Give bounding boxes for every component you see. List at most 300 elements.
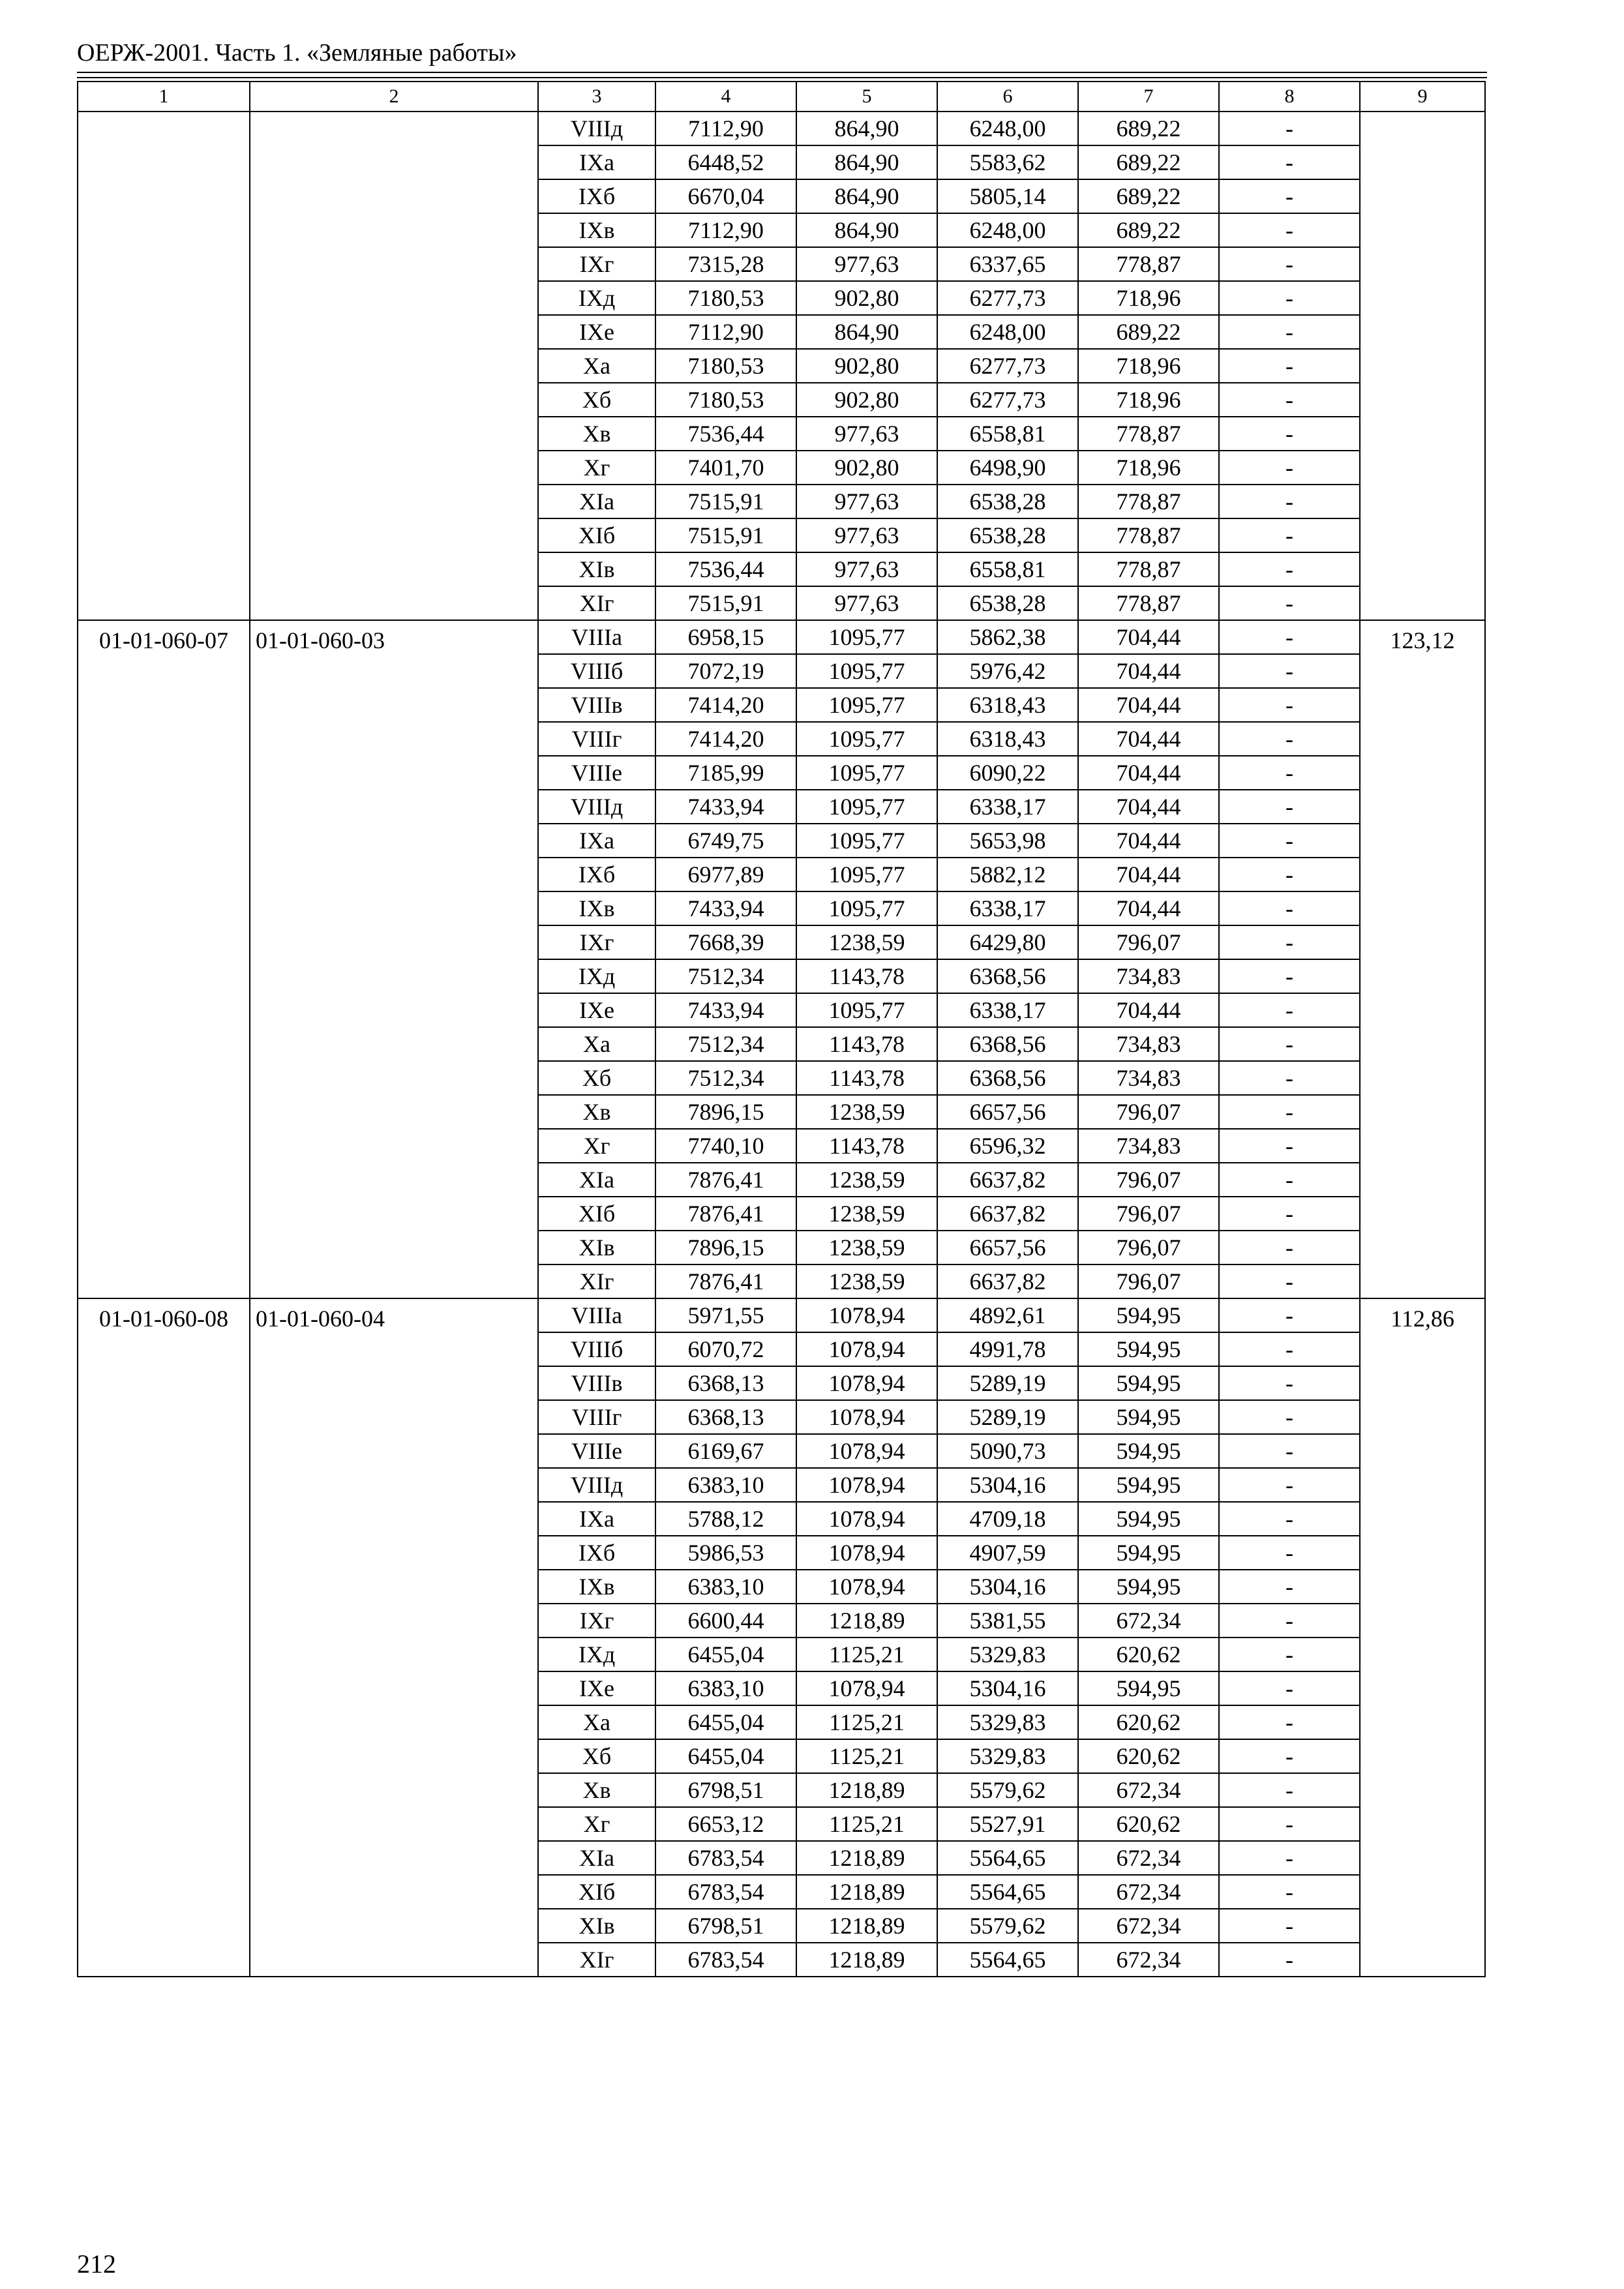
value-col5-cell: 1238,59	[796, 1197, 937, 1231]
category-cell: Xг	[538, 451, 655, 485]
value-col6-cell: 6368,56	[937, 1061, 1078, 1095]
value-col6-cell: 6277,73	[937, 349, 1078, 383]
category-cell: Xг	[538, 1129, 655, 1163]
value-col7-cell: 594,95	[1078, 1671, 1219, 1705]
value-col8-cell: -	[1219, 1027, 1360, 1061]
value-col7-cell: 704,44	[1078, 756, 1219, 790]
category-cell: Xа	[538, 1027, 655, 1061]
category-cell: XIа	[538, 1163, 655, 1197]
value-col4-cell: 7512,34	[655, 1061, 796, 1095]
value-col6-cell: 6337,65	[937, 247, 1078, 281]
value-col6-cell: 6637,82	[937, 1197, 1078, 1231]
value-col8-cell: -	[1219, 1264, 1360, 1298]
value-col6-cell: 6090,22	[937, 756, 1078, 790]
value-col4-cell: 7740,10	[655, 1129, 796, 1163]
value-col6-cell: 5564,65	[937, 1943, 1078, 1977]
value-col7-cell: 778,87	[1078, 485, 1219, 518]
value-col5-cell: 1095,77	[796, 858, 937, 891]
value-col7-cell: 796,07	[1078, 1197, 1219, 1231]
value-col8-cell: -	[1219, 1536, 1360, 1570]
value-col6-cell: 5564,65	[937, 1875, 1078, 1909]
value-col8-cell: -	[1219, 1197, 1360, 1231]
value-col7-cell: 704,44	[1078, 722, 1219, 756]
column-number-row	[78, 82, 1485, 112]
value-col8-cell: -	[1219, 993, 1360, 1027]
value-col7-cell: 594,95	[1078, 1366, 1219, 1400]
category-cell: VIIIд	[538, 1468, 655, 1502]
value-col4-cell: 6455,04	[655, 1705, 796, 1739]
value-col5-cell: 864,90	[796, 112, 937, 145]
value-col5-cell: 1125,21	[796, 1807, 937, 1841]
value-col6-cell: 5329,83	[937, 1739, 1078, 1773]
value-col5-cell: 1078,94	[796, 1366, 937, 1400]
value-col4-cell: 7896,15	[655, 1231, 796, 1264]
value-col4-cell: 5788,12	[655, 1502, 796, 1536]
value-col6-cell: 6558,81	[937, 417, 1078, 451]
group-value9-cell	[1360, 112, 1485, 620]
value-col6-cell: 4907,59	[937, 1536, 1078, 1570]
value-col8-cell: -	[1219, 1705, 1360, 1739]
column-number-cell: 5	[796, 82, 937, 112]
value-col8-cell: -	[1219, 417, 1360, 451]
value-col8-cell: -	[1219, 1163, 1360, 1197]
value-col8-cell: -	[1219, 1366, 1360, 1400]
value-col5-cell: 1095,77	[796, 620, 937, 654]
value-col7-cell: 704,44	[1078, 790, 1219, 824]
value-col8-cell: -	[1219, 891, 1360, 925]
value-col8-cell: -	[1219, 688, 1360, 722]
value-col5-cell: 902,80	[796, 281, 937, 315]
value-col6-cell: 5653,98	[937, 824, 1078, 858]
value-col4-cell: 6455,04	[655, 1638, 796, 1671]
value-col4-cell: 7536,44	[655, 552, 796, 586]
value-col4-cell: 6455,04	[655, 1739, 796, 1773]
value-col4-cell: 6798,51	[655, 1773, 796, 1807]
category-cell: VIIIг	[538, 1400, 655, 1434]
category-cell: IXв	[538, 213, 655, 247]
value-col4-cell: 7515,91	[655, 485, 796, 518]
value-col4-cell: 7515,91	[655, 518, 796, 552]
value-col5-cell: 1218,89	[796, 1604, 937, 1638]
column-number-cell: 7	[1078, 82, 1219, 112]
value-col7-cell: 672,34	[1078, 1773, 1219, 1807]
group-code-cell	[78, 112, 250, 620]
value-col7-cell: 594,95	[1078, 1400, 1219, 1434]
value-col8-cell: -	[1219, 145, 1360, 179]
value-col7-cell: 796,07	[1078, 1264, 1219, 1298]
value-col6-cell: 5329,83	[937, 1638, 1078, 1671]
value-col7-cell: 672,34	[1078, 1875, 1219, 1909]
value-col6-cell: 5579,62	[937, 1909, 1078, 1943]
value-col4-cell: 7876,41	[655, 1163, 796, 1197]
value-col7-cell: 620,62	[1078, 1638, 1219, 1671]
value-col8-cell: -	[1219, 552, 1360, 586]
value-col5-cell: 1238,59	[796, 1095, 937, 1129]
value-col8-cell: -	[1219, 1434, 1360, 1468]
category-cell: IXг	[538, 247, 655, 281]
value-col7-cell: 778,87	[1078, 552, 1219, 586]
value-col6-cell: 6277,73	[937, 281, 1078, 315]
value-col6-cell: 6338,17	[937, 993, 1078, 1027]
value-col7-cell: 704,44	[1078, 688, 1219, 722]
value-col6-cell: 5289,19	[937, 1400, 1078, 1434]
value-col4-cell: 7896,15	[655, 1095, 796, 1129]
value-col7-cell: 689,22	[1078, 112, 1219, 145]
category-cell: IXа	[538, 145, 655, 179]
value-col4-cell: 7072,19	[655, 654, 796, 688]
value-col4-cell: 6368,13	[655, 1366, 796, 1400]
table-row	[78, 1298, 1485, 1332]
value-col5-cell: 1078,94	[796, 1570, 937, 1604]
category-cell: Xб	[538, 383, 655, 417]
value-col8-cell: -	[1219, 858, 1360, 891]
column-number-cell: 3	[538, 82, 655, 112]
value-col8-cell: -	[1219, 383, 1360, 417]
column-number-cell: 9	[1360, 82, 1485, 112]
value-col4-cell: 5986,53	[655, 1536, 796, 1570]
value-col4-cell: 6783,54	[655, 1875, 796, 1909]
category-cell: VIIIв	[538, 1366, 655, 1400]
value-col5-cell: 1078,94	[796, 1434, 937, 1468]
value-col4-cell: 6798,51	[655, 1909, 796, 1943]
value-col6-cell: 6429,80	[937, 925, 1078, 959]
value-col7-cell: 594,95	[1078, 1536, 1219, 1570]
category-cell: VIIIб	[538, 654, 655, 688]
value-col7-cell: 594,95	[1078, 1332, 1219, 1366]
category-cell: Xв	[538, 1095, 655, 1129]
category-cell: Xв	[538, 417, 655, 451]
value-col6-cell: 5304,16	[937, 1671, 1078, 1705]
value-col5-cell: 1125,21	[796, 1705, 937, 1739]
category-cell: VIIIб	[538, 1332, 655, 1366]
value-col5-cell: 1095,77	[796, 824, 937, 858]
value-col5-cell: 1078,94	[796, 1502, 937, 1536]
category-cell: XIа	[538, 485, 655, 518]
value-col4-cell: 7180,53	[655, 383, 796, 417]
value-col7-cell: 704,44	[1078, 654, 1219, 688]
value-col8-cell: -	[1219, 1095, 1360, 1129]
value-col4-cell: 6670,04	[655, 179, 796, 213]
value-col7-cell: 594,95	[1078, 1434, 1219, 1468]
value-col5-cell: 902,80	[796, 383, 937, 417]
category-cell: IXг	[538, 1604, 655, 1638]
value-col8-cell: -	[1219, 518, 1360, 552]
value-col8-cell: -	[1219, 1061, 1360, 1095]
value-col7-cell: 689,22	[1078, 213, 1219, 247]
value-col5-cell: 1095,77	[796, 993, 937, 1027]
category-cell: IXв	[538, 1570, 655, 1604]
value-col6-cell: 6248,00	[937, 315, 1078, 349]
value-col6-cell: 6277,73	[937, 383, 1078, 417]
value-col7-cell: 734,83	[1078, 1061, 1219, 1095]
category-cell: VIIIв	[538, 688, 655, 722]
value-col7-cell: 704,44	[1078, 858, 1219, 891]
category-cell: IXд	[538, 959, 655, 993]
value-col6-cell: 5579,62	[937, 1773, 1078, 1807]
value-col7-cell: 796,07	[1078, 925, 1219, 959]
value-col6-cell: 6657,56	[937, 1231, 1078, 1264]
value-col7-cell: 689,22	[1078, 145, 1219, 179]
value-col5-cell: 864,90	[796, 213, 937, 247]
value-col5-cell: 977,63	[796, 417, 937, 451]
value-col5-cell: 1095,77	[796, 688, 937, 722]
value-col5-cell: 977,63	[796, 586, 937, 620]
value-col8-cell: -	[1219, 1604, 1360, 1638]
value-col5-cell: 1078,94	[796, 1671, 937, 1705]
value-col4-cell: 7315,28	[655, 247, 796, 281]
value-col8-cell: -	[1219, 925, 1360, 959]
value-col7-cell: 718,96	[1078, 281, 1219, 315]
value-col6-cell: 6657,56	[937, 1095, 1078, 1129]
value-col7-cell: 734,83	[1078, 1129, 1219, 1163]
category-cell: Xб	[538, 1739, 655, 1773]
value-col4-cell: 7433,94	[655, 993, 796, 1027]
value-col6-cell: 5527,91	[937, 1807, 1078, 1841]
value-col6-cell: 5862,38	[937, 620, 1078, 654]
value-col4-cell: 7401,70	[655, 451, 796, 485]
value-col7-cell: 778,87	[1078, 247, 1219, 281]
value-col6-cell: 6368,56	[937, 1027, 1078, 1061]
group-code-cell: 01-01-060-07	[78, 620, 250, 1298]
value-col7-cell: 620,62	[1078, 1739, 1219, 1773]
value-col6-cell: 5329,83	[937, 1705, 1078, 1739]
value-col4-cell: 7876,41	[655, 1264, 796, 1298]
value-col6-cell: 5805,14	[937, 179, 1078, 213]
column-number-cell: 4	[655, 82, 796, 112]
value-col8-cell: -	[1219, 213, 1360, 247]
value-col6-cell: 5289,19	[937, 1366, 1078, 1400]
category-cell: IXа	[538, 1502, 655, 1536]
value-col7-cell: 594,95	[1078, 1468, 1219, 1502]
category-cell: IXб	[538, 858, 655, 891]
column-number-cell: 2	[250, 82, 538, 112]
category-cell: VIIIа	[538, 620, 655, 654]
value-col4-cell: 6977,89	[655, 858, 796, 891]
value-col7-cell: 778,87	[1078, 586, 1219, 620]
value-col6-cell: 5304,16	[937, 1570, 1078, 1604]
value-col6-cell: 6538,28	[937, 518, 1078, 552]
value-col5-cell: 864,90	[796, 179, 937, 213]
value-col8-cell: -	[1219, 451, 1360, 485]
value-col7-cell: 620,62	[1078, 1807, 1219, 1841]
value-col8-cell: -	[1219, 1638, 1360, 1671]
value-col5-cell: 1125,21	[796, 1638, 937, 1671]
category-cell: VIIIе	[538, 756, 655, 790]
value-col7-cell: 689,22	[1078, 315, 1219, 349]
category-cell: Xв	[538, 1773, 655, 1807]
category-cell: IXв	[538, 891, 655, 925]
value-col7-cell: 778,87	[1078, 518, 1219, 552]
value-col5-cell: 1143,78	[796, 959, 937, 993]
column-number-cell: 1	[78, 82, 250, 112]
category-cell: XIв	[538, 552, 655, 586]
group-ref-cell: 01-01-060-03	[250, 620, 538, 1298]
value-col5-cell: 1143,78	[796, 1129, 937, 1163]
value-col8-cell: -	[1219, 756, 1360, 790]
value-col7-cell: 704,44	[1078, 620, 1219, 654]
value-col4-cell: 6383,10	[655, 1671, 796, 1705]
value-col7-cell: 704,44	[1078, 824, 1219, 858]
category-cell: IXд	[538, 1638, 655, 1671]
value-col6-cell: 6318,43	[937, 688, 1078, 722]
value-col5-cell: 864,90	[796, 145, 937, 179]
category-cell: XIб	[538, 1197, 655, 1231]
value-col4-cell: 7512,34	[655, 959, 796, 993]
value-col4-cell: 7112,90	[655, 112, 796, 145]
value-col7-cell: 778,87	[1078, 417, 1219, 451]
value-col5-cell: 1078,94	[796, 1298, 937, 1332]
value-col8-cell: -	[1219, 1671, 1360, 1705]
value-col6-cell: 5564,65	[937, 1841, 1078, 1875]
category-cell: VIIIг	[538, 722, 655, 756]
value-col5-cell: 1095,77	[796, 654, 937, 688]
value-col8-cell: -	[1219, 112, 1360, 145]
group-value9-cell: 112,86	[1360, 1298, 1485, 1977]
value-col8-cell: -	[1219, 824, 1360, 858]
value-col8-cell: -	[1219, 1468, 1360, 1502]
value-col7-cell: 718,96	[1078, 451, 1219, 485]
value-col8-cell: -	[1219, 179, 1360, 213]
value-col5-cell: 1238,59	[796, 1231, 937, 1264]
group-ref-cell: 01-01-060-04	[250, 1298, 538, 1977]
value-col6-cell: 4709,18	[937, 1502, 1078, 1536]
value-col4-cell: 6383,10	[655, 1570, 796, 1604]
value-col7-cell: 718,96	[1078, 349, 1219, 383]
value-col4-cell: 6958,15	[655, 620, 796, 654]
value-col6-cell: 5583,62	[937, 145, 1078, 179]
value-col6-cell: 6596,32	[937, 1129, 1078, 1163]
value-col7-cell: 672,34	[1078, 1943, 1219, 1977]
category-cell: IXе	[538, 1671, 655, 1705]
value-col4-cell: 7668,39	[655, 925, 796, 959]
value-col8-cell: -	[1219, 315, 1360, 349]
value-col5-cell: 1078,94	[796, 1400, 937, 1434]
category-cell: VIIIд	[538, 790, 655, 824]
value-col7-cell: 796,07	[1078, 1231, 1219, 1264]
value-col6-cell: 6637,82	[937, 1163, 1078, 1197]
value-col8-cell: -	[1219, 349, 1360, 383]
value-col8-cell: -	[1219, 586, 1360, 620]
category-cell: VIIIе	[538, 1434, 655, 1468]
value-col5-cell: 1218,89	[796, 1841, 937, 1875]
value-col4-cell: 7433,94	[655, 891, 796, 925]
value-col4-cell: 7433,94	[655, 790, 796, 824]
page-header-title: ОЕРЖ-2001. Часть 1. «Земляные работы»	[77, 39, 517, 67]
table-body	[78, 82, 1485, 1977]
page-number: 212	[77, 2249, 116, 2279]
value-col5-cell: 902,80	[796, 349, 937, 383]
value-col8-cell: -	[1219, 1841, 1360, 1875]
value-col6-cell: 5882,12	[937, 858, 1078, 891]
category-cell: Xг	[538, 1807, 655, 1841]
category-cell: IXд	[538, 281, 655, 315]
value-col4-cell: 6368,13	[655, 1400, 796, 1434]
column-number-cell: 8	[1219, 82, 1360, 112]
value-col8-cell: -	[1219, 1400, 1360, 1434]
value-col4-cell: 7512,34	[655, 1027, 796, 1061]
value-col4-cell: 6600,44	[655, 1604, 796, 1638]
value-col8-cell: -	[1219, 1231, 1360, 1264]
value-col8-cell: -	[1219, 1875, 1360, 1909]
value-col6-cell: 5090,73	[937, 1434, 1078, 1468]
value-col4-cell: 6783,54	[655, 1943, 796, 1977]
value-col7-cell: 704,44	[1078, 993, 1219, 1027]
value-col5-cell: 977,63	[796, 485, 937, 518]
category-cell: IXг	[538, 925, 655, 959]
value-col6-cell: 6248,00	[937, 112, 1078, 145]
value-col4-cell: 7180,53	[655, 281, 796, 315]
value-col6-cell: 5976,42	[937, 654, 1078, 688]
value-col4-cell: 7112,90	[655, 315, 796, 349]
value-col8-cell: -	[1219, 281, 1360, 315]
value-col6-cell: 6498,90	[937, 451, 1078, 485]
value-col8-cell: -	[1219, 247, 1360, 281]
value-col5-cell: 1095,77	[796, 790, 937, 824]
value-col4-cell: 6070,72	[655, 1332, 796, 1366]
value-col5-cell: 1125,21	[796, 1739, 937, 1773]
category-cell: VIIIа	[538, 1298, 655, 1332]
category-cell: XIв	[538, 1231, 655, 1264]
value-col8-cell: -	[1219, 1773, 1360, 1807]
value-col5-cell: 1238,59	[796, 1264, 937, 1298]
value-col5-cell: 977,63	[796, 518, 937, 552]
group-code-cell: 01-01-060-08	[78, 1298, 250, 1977]
value-col5-cell: 1218,89	[796, 1943, 937, 1977]
table-row	[78, 112, 1485, 145]
value-col7-cell: 734,83	[1078, 1027, 1219, 1061]
value-col4-cell: 6383,10	[655, 1468, 796, 1502]
value-col4-cell: 7112,90	[655, 213, 796, 247]
category-cell: XIг	[538, 1264, 655, 1298]
category-cell: VIIIд	[538, 112, 655, 145]
value-col6-cell: 6248,00	[937, 213, 1078, 247]
value-col6-cell: 6538,28	[937, 485, 1078, 518]
value-col6-cell: 4991,78	[937, 1332, 1078, 1366]
value-col8-cell: -	[1219, 485, 1360, 518]
value-col8-cell: -	[1219, 654, 1360, 688]
value-col8-cell: -	[1219, 1943, 1360, 1977]
category-cell: IXе	[538, 993, 655, 1027]
value-col7-cell: 672,34	[1078, 1909, 1219, 1943]
value-col6-cell: 6558,81	[937, 552, 1078, 586]
value-col6-cell: 5381,55	[937, 1604, 1078, 1638]
value-col6-cell: 6637,82	[937, 1264, 1078, 1298]
value-col4-cell: 7515,91	[655, 586, 796, 620]
value-col5-cell: 1218,89	[796, 1773, 937, 1807]
value-col5-cell: 1238,59	[796, 1163, 937, 1197]
value-col8-cell: -	[1219, 1332, 1360, 1366]
category-cell: Xа	[538, 349, 655, 383]
value-col7-cell: 796,07	[1078, 1095, 1219, 1129]
value-col5-cell: 864,90	[796, 315, 937, 349]
category-cell: XIб	[538, 518, 655, 552]
value-col8-cell: -	[1219, 1807, 1360, 1841]
value-col7-cell: 718,96	[1078, 383, 1219, 417]
group-value9-cell: 123,12	[1360, 620, 1485, 1298]
value-col6-cell: 6318,43	[937, 722, 1078, 756]
value-col5-cell: 977,63	[796, 552, 937, 586]
value-col4-cell: 7536,44	[655, 417, 796, 451]
header-rule-bottom	[77, 77, 1487, 78]
category-cell: IXе	[538, 315, 655, 349]
value-col6-cell: 4892,61	[937, 1298, 1078, 1332]
value-col8-cell: -	[1219, 620, 1360, 654]
value-col8-cell: -	[1219, 1298, 1360, 1332]
value-col4-cell: 6169,67	[655, 1434, 796, 1468]
value-col5-cell: 1078,94	[796, 1468, 937, 1502]
value-col5-cell: 1078,94	[796, 1332, 937, 1366]
category-cell: IXб	[538, 1536, 655, 1570]
